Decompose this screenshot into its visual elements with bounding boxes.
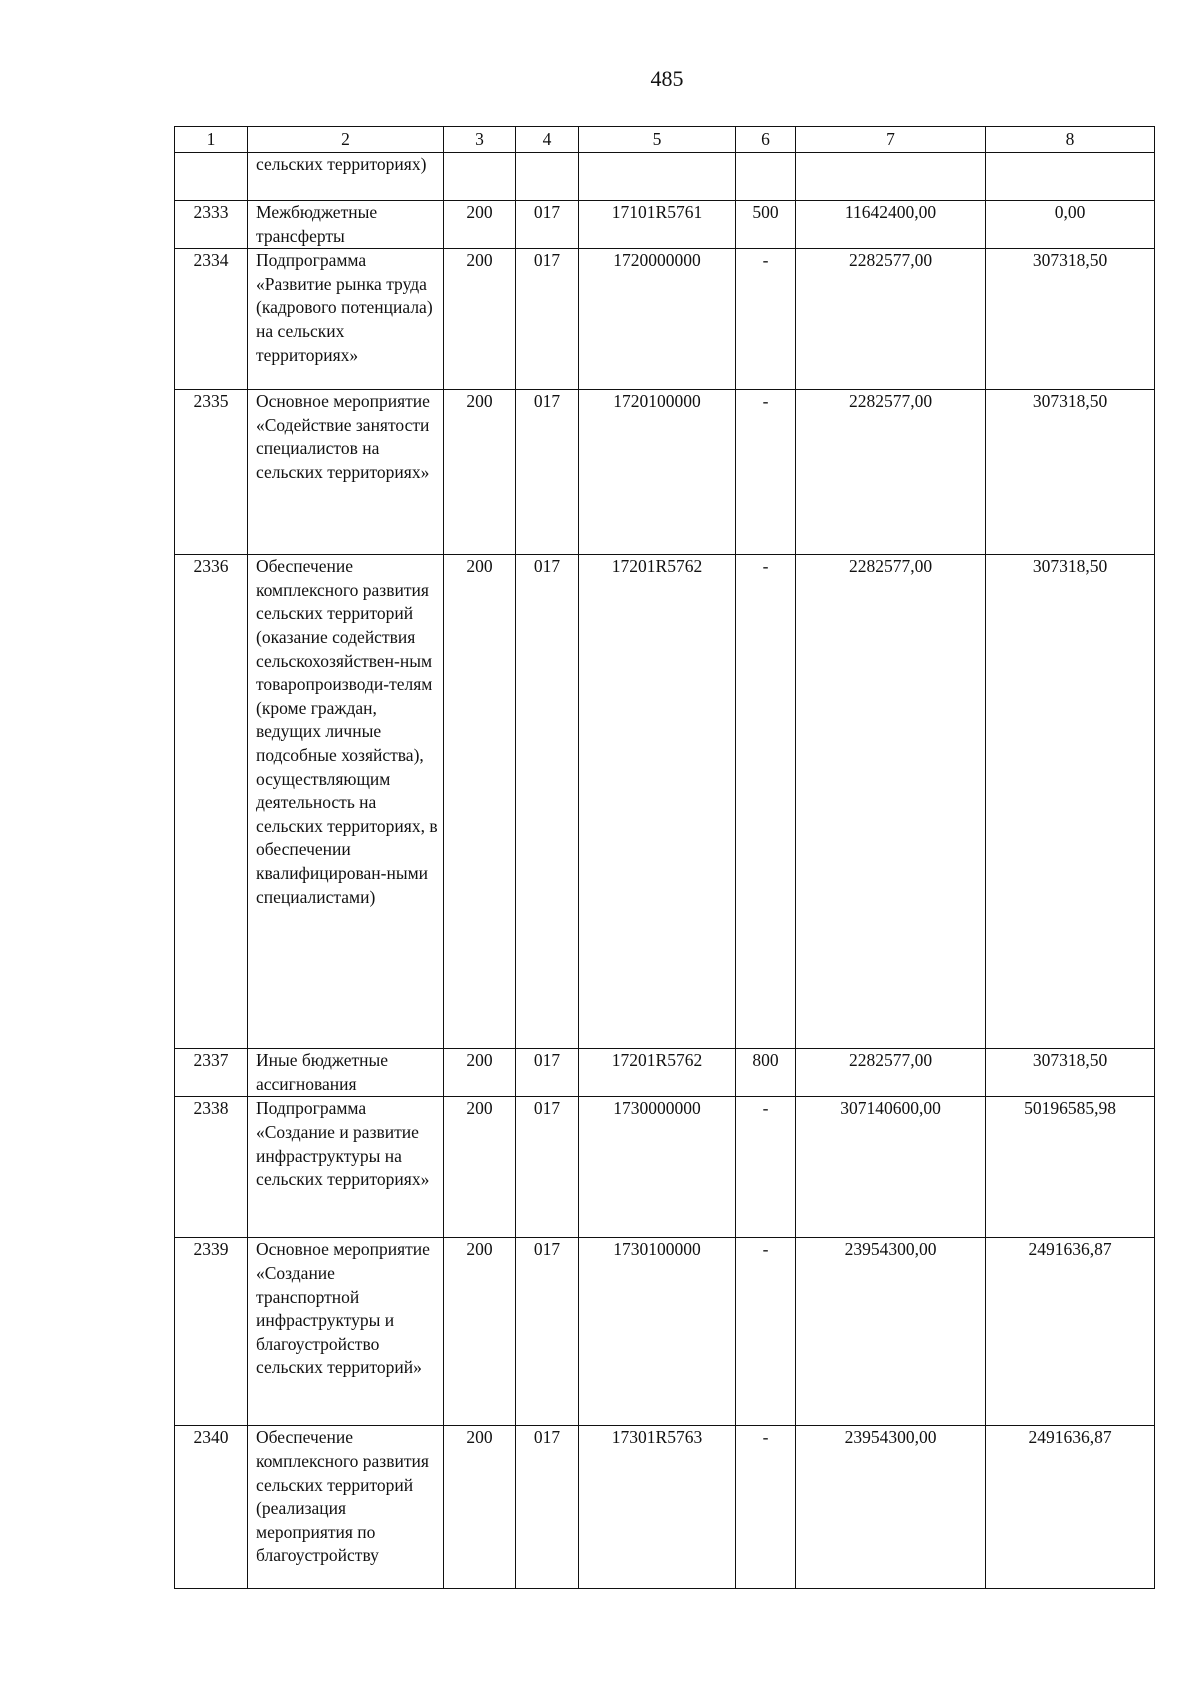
subsection-cell: 017 bbox=[516, 555, 579, 1049]
row-number-cell: 2336 bbox=[175, 555, 248, 1049]
column-number: 1 bbox=[175, 127, 248, 153]
column-number: 6 bbox=[736, 127, 796, 153]
item-name-cell: сельских территориях) bbox=[248, 153, 444, 201]
expense-type-cell: - bbox=[736, 249, 796, 390]
section-cell: 200 bbox=[444, 1238, 516, 1426]
table-row bbox=[175, 390, 1155, 555]
row-number-cell: 2340 bbox=[175, 1426, 248, 1589]
section-cell: 200 bbox=[444, 1049, 516, 1097]
target-article-cell: 17101R5761 bbox=[579, 201, 736, 249]
amount-column-8-cell: 50196585,98 bbox=[986, 1097, 1155, 1238]
table-row bbox=[175, 1426, 1155, 1589]
budget-table bbox=[174, 126, 1155, 1589]
target-article-cell: 17301R5763 bbox=[579, 1426, 736, 1589]
row-number-cell: 2337 bbox=[175, 1049, 248, 1097]
target-article-cell: 17201R5762 bbox=[579, 1049, 736, 1097]
row-number-cell: 2339 bbox=[175, 1238, 248, 1426]
table-row bbox=[175, 153, 1155, 201]
target-article-cell bbox=[579, 153, 736, 201]
section-cell: 200 bbox=[444, 201, 516, 249]
expense-type-cell: - bbox=[736, 555, 796, 1049]
column-number: 2 bbox=[248, 127, 444, 153]
expense-type-cell: - bbox=[736, 1238, 796, 1426]
amount-column-7-cell bbox=[796, 153, 986, 201]
amount-column-7-cell: 11642400,00 bbox=[796, 201, 986, 249]
table-row bbox=[175, 1049, 1155, 1097]
section-cell: 200 bbox=[444, 249, 516, 390]
expense-type-cell: 500 bbox=[736, 201, 796, 249]
row-number-cell bbox=[175, 153, 248, 201]
table-row bbox=[175, 201, 1155, 249]
amount-column-7-cell: 2282577,00 bbox=[796, 390, 986, 555]
column-number: 8 bbox=[986, 127, 1155, 153]
subsection-cell: 017 bbox=[516, 249, 579, 390]
item-name-cell: Подпрограмма «Создание и развитие инфраструктуры на сельских территориях» bbox=[248, 1097, 444, 1238]
amount-column-7-cell: 2282577,00 bbox=[796, 555, 986, 1049]
row-number-cell: 2338 bbox=[175, 1097, 248, 1238]
amount-column-7-cell: 23954300,00 bbox=[796, 1238, 986, 1426]
row-number-cell: 2334 bbox=[175, 249, 248, 390]
column-number: 5 bbox=[579, 127, 736, 153]
subsection-cell: 017 bbox=[516, 390, 579, 555]
subsection-cell: 017 bbox=[516, 1426, 579, 1589]
amount-column-8-cell: 307318,50 bbox=[986, 1049, 1155, 1097]
expense-type-cell: - bbox=[736, 1097, 796, 1238]
subsection-cell: 017 bbox=[516, 201, 579, 249]
item-name-cell: Межбюджетные трансферты bbox=[248, 201, 444, 249]
item-name-cell: Основное мероприятие «Создание транспортной инфраструктуры и благоустройство сельских территорий» bbox=[248, 1238, 444, 1426]
subsection-cell: 017 bbox=[516, 1049, 579, 1097]
row-number-cell: 2333 bbox=[175, 201, 248, 249]
amount-column-8-cell bbox=[986, 153, 1155, 201]
item-name-cell: Подпрограмма «Развитие рынка труда (кадрового потенциала) на сельских территориях» bbox=[248, 249, 444, 390]
column-number: 3 bbox=[444, 127, 516, 153]
amount-column-8-cell: 2491636,87 bbox=[986, 1238, 1155, 1426]
table-row bbox=[175, 555, 1155, 1049]
page-number: 485 bbox=[650, 66, 684, 91]
table-row bbox=[175, 249, 1155, 390]
amount-column-7-cell: 23954300,00 bbox=[796, 1426, 986, 1589]
target-article-cell: 1730000000 bbox=[579, 1097, 736, 1238]
amount-column-8-cell: 307318,50 bbox=[986, 390, 1155, 555]
section-cell: 200 bbox=[444, 390, 516, 555]
table-row bbox=[175, 1097, 1155, 1238]
expense-type-cell: - bbox=[736, 390, 796, 555]
item-name-cell: Иные бюджетные ассигнования bbox=[248, 1049, 444, 1097]
amount-column-8-cell: 2491636,87 bbox=[986, 1426, 1155, 1589]
column-number-row bbox=[175, 127, 1155, 153]
subsection-cell: 017 bbox=[516, 1097, 579, 1238]
section-cell: 200 bbox=[444, 1426, 516, 1589]
column-number: 4 bbox=[516, 127, 579, 153]
amount-column-8-cell: 0,00 bbox=[986, 201, 1155, 249]
target-article-cell: 17201R5762 bbox=[579, 555, 736, 1049]
subsection-cell bbox=[516, 153, 579, 201]
item-name-cell: Обеспечение комплексного развития сельских территорий (оказание содействия сельскохозяйствен-ным товаропроизводи-телям (кроме граждан, ведущих личные подсобные хозяйства), осуществляющим деятельность на сельских территориях, в обеспечении квалифицирован-ными специалистами) bbox=[248, 555, 444, 1049]
section-cell: 200 bbox=[444, 1097, 516, 1238]
amount-column-8-cell: 307318,50 bbox=[986, 249, 1155, 390]
target-article-cell: 1720000000 bbox=[579, 249, 736, 390]
section-cell: 200 bbox=[444, 555, 516, 1049]
amount-column-7-cell: 307140600,00 bbox=[796, 1097, 986, 1238]
expense-type-cell: - bbox=[736, 1426, 796, 1589]
amount-column-7-cell: 2282577,00 bbox=[796, 249, 986, 390]
row-number-cell: 2335 bbox=[175, 390, 248, 555]
expense-type-cell bbox=[736, 153, 796, 201]
target-article-cell: 1730100000 bbox=[579, 1238, 736, 1426]
table-row bbox=[175, 1238, 1155, 1426]
amount-column-8-cell: 307318,50 bbox=[986, 555, 1155, 1049]
amount-column-7-cell: 2282577,00 bbox=[796, 1049, 986, 1097]
expense-type-cell: 800 bbox=[736, 1049, 796, 1097]
item-name-cell: Основное мероприятие «Содействие занятости специалистов на сельских территориях» bbox=[248, 390, 444, 555]
subsection-cell: 017 bbox=[516, 1238, 579, 1426]
target-article-cell: 1720100000 bbox=[579, 390, 736, 555]
item-name-cell: Обеспечение комплексного развития сельских территорий (реализация мероприятия по благоустройству bbox=[248, 1426, 444, 1589]
column-number: 7 bbox=[796, 127, 986, 153]
section-cell bbox=[444, 153, 516, 201]
